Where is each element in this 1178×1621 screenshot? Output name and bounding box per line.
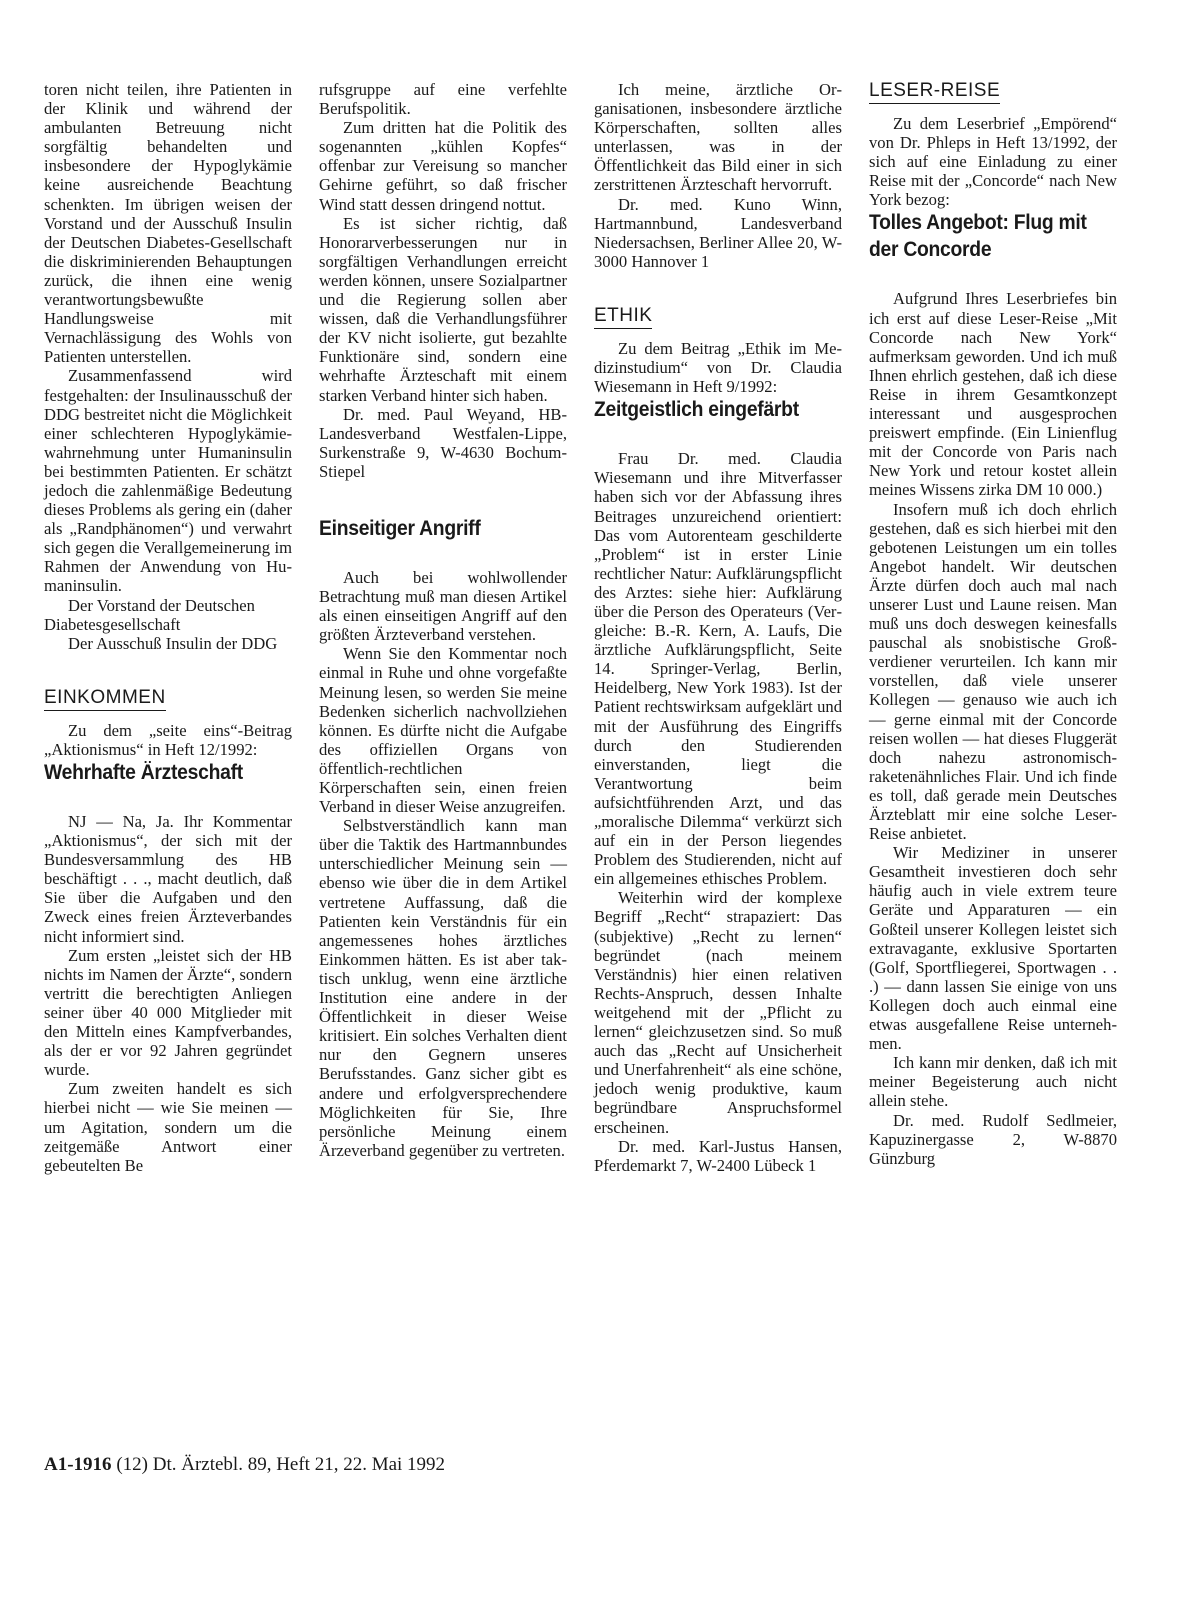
column-1 bbox=[44, 80, 292, 1175]
paragraph: Dr. med. Kuno Winn, Hartmannbund, Landesverband Niedersachsen, Berliner Allee 20, W-3000 Hannover 1 bbox=[594, 194, 842, 271]
footer-citation: (12) Dt. Ärztebl. 89, Heft 21, 22. Mai 1992 bbox=[116, 1454, 446, 1475]
paragraph: Aufgrund Ihres Leserbriefes bin ich erst auf diese Leser-Reise „Mit Concorde nach New York“ aufmerksam geworden. Und ich muß Ihnen ehrlich gestehen, daß ich diese Reise in ihrem Gesamtkonzept interessant und ausgesprochen preiswert empfinde. (Ein Linienflug mit der Concorde von Paris nach New York und retour kostet allein meines Wissens zirka DM 10 000.) bbox=[869, 289, 1117, 500]
column-2 bbox=[319, 80, 567, 1160]
paragraph: Zusammenfassend wird festgehalten: der Insulinausschuß der DDG bestreitet nicht die Möglichkeit einer schlechteren Hypoglykämiewahrnehmung unter Humaninsulin bei bestimmten Patienten. Er schätzt jedoch die zahlenmäßige Bedeutung dieses Problems als gering ein (daher als „Randphänomen“) und verwahrt sich gegen die Verallgemeinerung im Rahmen der Anwendung von Humaninsulin. bbox=[44, 366, 292, 596]
reference-note: Zu dem Beitrag „Ethik im Medizinstudium“ von Dr. Claudia Wiesemann in Heft 9/1992: bbox=[594, 338, 842, 397]
paragraph: Frau Dr. med. Claudia Wiesemann und ihre Mitverfasser haben sich vor der Abfassung ihres Beitrages unzureichend orientiert: Das vom Autorenteam geschilderte „Problem“ ist in erster Linie rechtlicher Natur: Aufklärungspflicht des Arztes: siehe hier: Aufklärung über die Person des Operateurs (Vergleiche: B.-R. Kern, A. Laufs, Die ärztliche Aufklärungspflicht, Seite 14. Springer-Verlag, Berlin, Heidelberg, New York 1983). Ist der Patient rechtswirksam aufgeklärt und mit der Ausführung des Eingriffs durch den Studierenden einverstanden, liegt die Verantwortung beim aufsichtführenden Arzt, und das „moralische Dilemma“ verkürzt sich auf ein in der Person liegendes Problem des Studierenden, nicht auf ein allgemeines ethisches Problem. bbox=[594, 449, 842, 889]
paragraph: Zum dritten hat die Politik des sogenannten „kühlen Kopfes“ offenbar zur Vereisung so mancher Gehirne geführt, so daß frischer Wind statt dessen dringend nottut. bbox=[319, 118, 567, 214]
column-4 bbox=[869, 80, 1117, 1168]
paragraph: Selbstverständlich kann man über die Taktik des Hartmannbundes unterschiedlicher Meinung sein — ebenso wie über die in dem Artikel vertretene Auffassung, daß die Patienten kein Verständnis für ein angemessenes hohes ärztliches Einkommen hätten. Es ist aber taktisch unklug, wenn eine ärztliche Institution eine andere in der Öffentlichkeit in dieser Weise kritisiert. Ein solches Verhalten dient nur den Gegnern unseres Berufsstandes. Ganz sicher gibt es andere und erfolgversprechendere Möglichkeiten für Sie, Ihre persönliche Meinung einem Ärzeverband gegenüber zu vertreten. bbox=[319, 816, 567, 1160]
paragraph: toren nicht teilen, ihre Patienten in der Klinik und während der ambulanten Betreuung nicht sorgfältig behandelten und insbesondere der Hypoglykämie keine ausreichende Beachtung schenkten. Im übrigen weisen der Vorstand und der Ausschuß Insulin der Deutschen Diabetes-Gesellschaft die diskriminierenden Behauptungen zurück, die ihnen eine wenig verantwortungsbewußte Handlungsweise mit Vernachlässigung des Wohls von Patienten unterstellen. bbox=[44, 80, 292, 367]
paragraph: Der Vorstand der Deutschen Diabetesgesellschaft bbox=[44, 595, 255, 634]
section-rubric: LESER-REISE bbox=[869, 80, 1000, 104]
paragraph: Der Ausschuß Insulin der DDG bbox=[68, 633, 278, 653]
paragraph: Dr. med. Rudolf Sedlmeier, Kapuzinergasse 2, W-8870 Günzburg bbox=[869, 1110, 1117, 1168]
paragraph: Zum zweiten handelt es sich hierbei nicht — wie Sie meinen — um Agitation, sondern um die zeitgemäße Antwort einer gebeutelten Be bbox=[44, 1079, 292, 1175]
page-footer bbox=[44, 1454, 445, 1476]
paragraph: Dr. med. Karl-Justus Hansen, Pferdemarkt 7, W-2400 Lübeck 1 bbox=[594, 1136, 842, 1175]
page-number: A1-1916 bbox=[44, 1454, 112, 1475]
paragraph: Es ist sicher richtig, daß Honorarverbesserungen nur in sorgfältigen Verhandlungen erreicht werden können, unsere Sozialpartner und die Regierung sollen aber wissen, daß die Verhandlungsführer der KV nicht isolierte, gut bezahlte Funktionäre sind, sondern eine wehrhafte Ärzteschaft mit einem starken Verband hinter sich haben. bbox=[319, 213, 567, 405]
paragraph: Auch bei wohlwollender Betrachtung muß man diesen Artikel als einen einseitigen Angriff auf den größten Ärzteverband verstehen. bbox=[319, 567, 567, 645]
paragraph: Dr. med. Paul Weyand, HB-Landesverband Westfalen-Lippe, Surkenstraße 9, W-4630 Bochum-Stiepel bbox=[319, 404, 567, 481]
reference-note: Zu dem „seite eins“-Beitrag „Aktionismus“ in Heft 12/1992: bbox=[44, 720, 292, 759]
paragraph: Insofern muß ich doch ehrlich gestehen, daß es sich hierbei mit den gebotenen Leistungen um ein tolles Angebot handelt. Wir deutschen Ärzte dürfen doch auch mal nach unserer Lust und Laune reisen. Man muß uns doch deswegen keinesfalls pauschal als snobistische Großverdiener verurteilen. Ich kann mir vorstellen, daß viele unserer Kollegen — genauso wie auch ich — gerne einmal mit der Concorde reisen wollen — hat dieses Fluggerät doch nahezu astronomisch-raketenähnliches Flair. Und ich finde es toll, daß gerade mein Deutsches Ärzteblatt mir eine solche Leser-Reise anbietet. bbox=[869, 499, 1117, 844]
paragraph: Ich meine, ärztliche Organisationen, insbesondere ärztliche Körperschaften, sollten alles unterlassen, was in der Öffentlichkeit das Bild einer in sich zerstrittenen Ärzteschaft hervorruft. bbox=[594, 80, 842, 195]
article-headline: Zeitgeistlich eingefärbt bbox=[594, 398, 799, 422]
paragraph: Zum ersten „leistet sich der HB nichts im Namen der Ärzte“, sondern vertritt die berechtigten Anliegen seiner über 40 000 Mitglieder mit den Mitteln eines Kampfverbandes, als der er vor 92 Jahren gegründet wurde. bbox=[44, 945, 292, 1080]
article-headline: Wehrhafte Ärzteschaft bbox=[44, 761, 243, 784]
paragraph: Wir Mediziner in unserer Gesamtheit investieren doch sehr häufig auch in viele extrem teure Geräte und Apparaturen — ein Goßteil unserer Kollegen leistet sich extravagante, exklusive Sportarten (Golf, Sportfliegerei, Sportwagen . . .) — dann lassen Sie einige von uns Kollegen doch auch einmal eine etwas ausgefallene Reise unternehmen. bbox=[869, 843, 1117, 1054]
paragraph: Weiterhin wird der komplexe Begriff „Recht“ strapaziert: Das (subjektive) „Recht zu lernen“ begründet (nach meinem Verständnis) hier einen relativen Rechts-Anspruch, dessen Inhalte weitgehend mit der „Pflicht zu lernen“ gleichzusetzen sind. So muß auch das „Recht auf Unsicherheit und Unerfahrenheit“ als eine schöne, jedoch wenig produktive, kaum begründbare Anspruchsformel erscheinen. bbox=[594, 888, 842, 1137]
article-headline: Tolles Angebot: Flug mit der Concorde bbox=[869, 211, 1087, 262]
section-rubric: ETHIK bbox=[594, 305, 652, 329]
reference-note: Zu dem Leserbrief „Empörend“ von Dr. Phleps in Heft 13/1992, der sich auf eine Einladung zu einer Reise mit der „Concorde“ nach New York bezog: bbox=[869, 114, 1117, 210]
article-headline: Einseitiger Angriff bbox=[319, 516, 481, 540]
paragraph: Ich kann mir denken, daß ich mit meiner Begeisterung auch nicht allein stehe. bbox=[869, 1053, 1117, 1111]
section-rubric: EINKOMMEN bbox=[44, 687, 166, 711]
paragraph: NJ — Na, Ja. Ihr Kommentar „Aktionismus“, der sich mit der Bundesversammlung des HB beschäftigt . . ., macht deutlich, daß Sie über die Aufgaben und den Zweck eines freien Ärzteverbandes nicht informiert sind. bbox=[44, 812, 292, 946]
column-3 bbox=[594, 80, 842, 1175]
paragraph: Wenn Sie den Kommentar noch einmal in Ruhe und ohne vorgefaßte Meinung lesen, so werden Sie meine Bedenken sicherlich nachvollziehen können. Es dürfte nicht die Aufgabe des offiziellen Organs von öffentlich-rechtlichen Körperschaften sein, einen freien Verband in dieser Weise anzugreifen. bbox=[319, 644, 567, 817]
paragraph: rufsgruppe auf eine verfehlte Berufspolitik. bbox=[319, 80, 567, 119]
